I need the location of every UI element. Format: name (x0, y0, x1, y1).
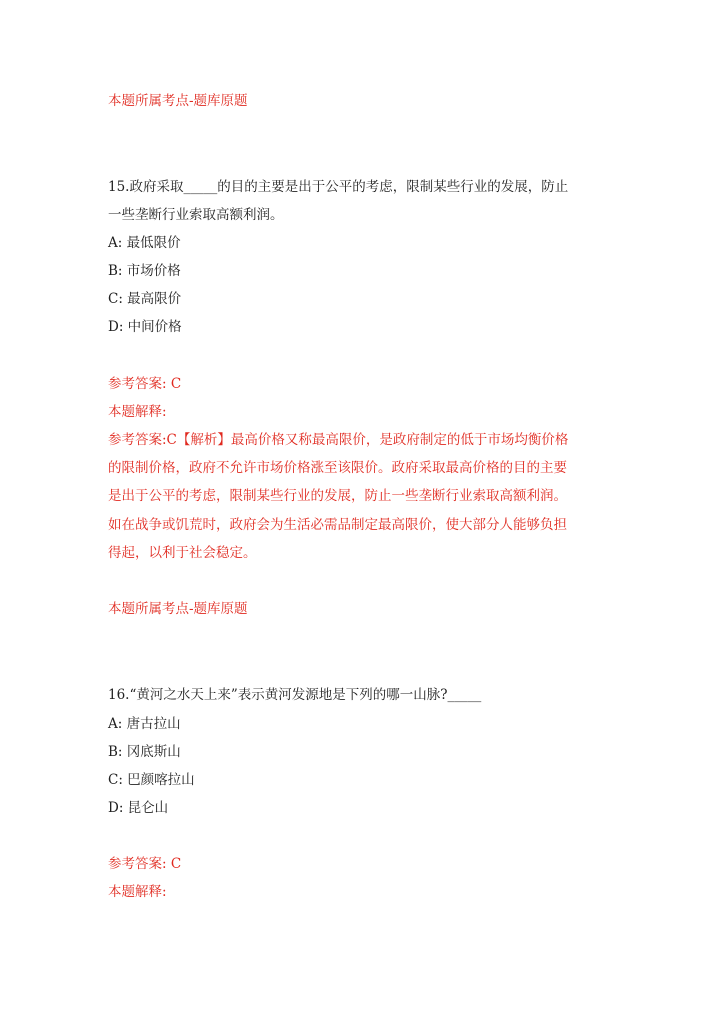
q16-option-a: A: 唐古拉山 (108, 716, 181, 732)
q15-option-c: C: 最高限价 (108, 291, 182, 307)
q15-explanation-line: 是出于公平的考虑，限制某些行业的发展，防止一些垄断行业索取高额利润。 (108, 488, 567, 504)
q16-option-c: C: 巴颜喀拉山 (108, 772, 195, 788)
q16-stem-line1: 16.“黄河之水天上来”表示黄河发源地是下列的哪一山脉?_____ (108, 687, 482, 703)
q15-option-d: D: 中间价格 (108, 319, 182, 335)
q15-source-label: 本题所属考点-题库原题 (108, 601, 248, 617)
q15-stem-line2: 一些垄断行业索取高额利润。 (108, 207, 284, 223)
q16-option-d: D: 昆仑山 (108, 800, 169, 816)
q15-explanation-line: 得起，以利于社会稳定。 (108, 545, 257, 561)
q16-option-b: B: 冈底斯山 (108, 744, 181, 760)
q15-option-a: A: 最低限价 (108, 235, 181, 251)
q15-explanation-line: 参考答案:C【解析】最高价格又称最高限价，是政府制定的低于市场均衡价格 (108, 432, 569, 448)
q15-explanation-label: 本题解释: (108, 404, 167, 420)
q15-answer: 参考答案: C (108, 376, 182, 392)
q16-explanation-label: 本题解释: (108, 884, 167, 900)
source-label-top: 本题所属考点-题库原题 (108, 93, 248, 109)
q15-stem-line1: 15.政府采取_____的目的主要是出于公平的考虑，限制某些行业的发展，防止 (108, 179, 569, 195)
q15-option-b: B: 市场价格 (108, 263, 181, 279)
q15-explanation-line: 的限制价格，政府不允许市场价格涨至该限价。政府采取最高价格的目的主要 (108, 460, 567, 476)
q16-answer: 参考答案: C (108, 856, 182, 872)
q15-explanation-line: 如在战争或饥荒时，政府会为生活必需品制定最高限价，使大部分人能够负担 (108, 517, 567, 533)
